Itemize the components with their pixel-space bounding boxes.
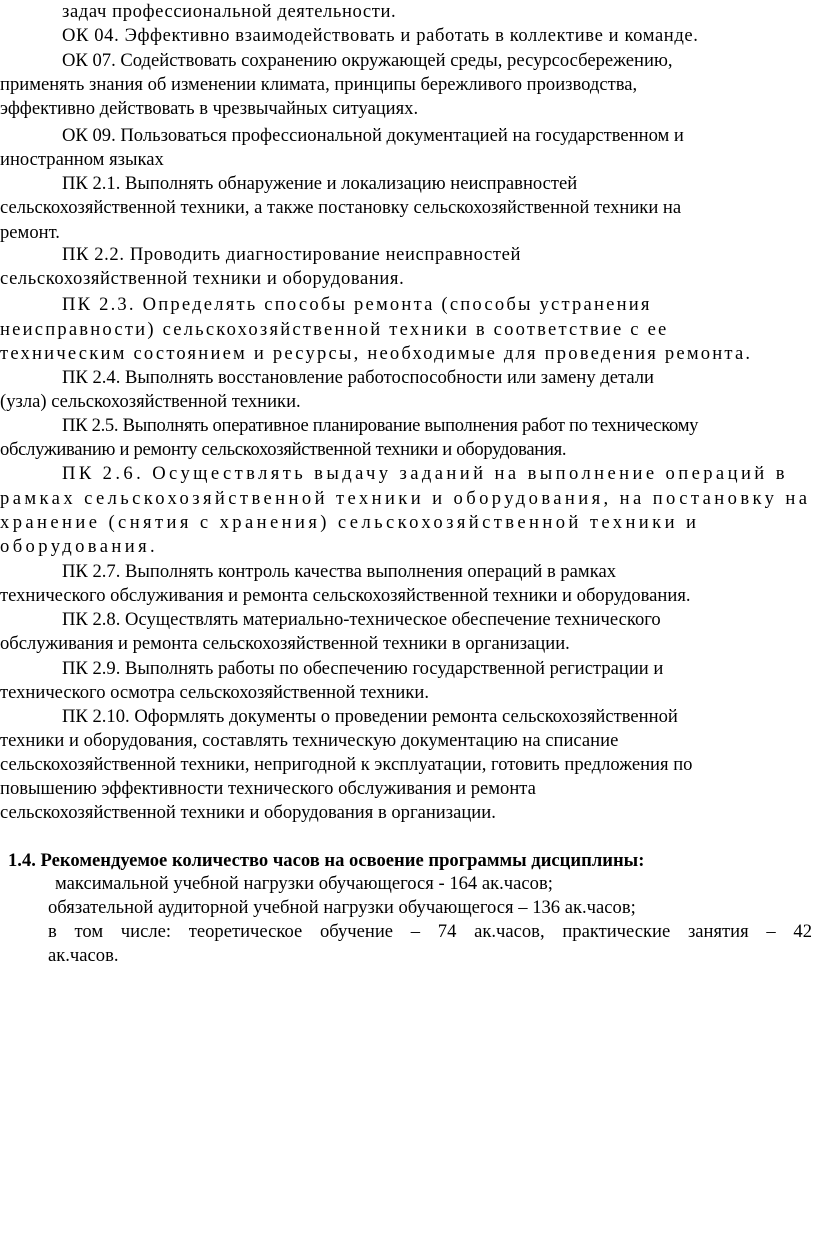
text-line: ОК 09. Пользоваться профессиональной документацией на государственном и [62, 125, 684, 146]
text-line: технического обслуживания и ремонта сельскохозяйственной техники и оборудования. [0, 585, 691, 606]
text-line: ПК 2.3. Определять способы ремонта (способы устранения [62, 294, 652, 315]
text-line: техническим состоянием и ресурсы, необходимые для проведения ремонта. [0, 343, 753, 364]
text-line: оборудования. [0, 536, 159, 557]
text-line: ПК 2.8. Осуществлять материально-техническое обеспечение технического [62, 609, 661, 630]
text-line: ПК 2.4. Выполнять восстановление работоспособности или замену детали [62, 367, 655, 388]
text-line: неисправности) сельскохозяйственной техники в соответствие с ее [0, 319, 669, 340]
text-line: ПК 2.2. Проводить диагностирование неисправностей [62, 244, 522, 265]
text-line: эффективно действовать в чрезвычайных ситуациях. [0, 98, 419, 119]
hours-line: в том числе: теоретическое обучение – 74 ак.часов, практические занятия – 42 [48, 921, 812, 942]
text-line: сельскохозяйственной техники и оборудования в организации. [0, 802, 496, 823]
hours-line: максимальной учебной нагрузки обучающегося - 164 ак.часов; [55, 873, 553, 894]
text-line: сельскохозяйственной техники, непригодной к эксплуатации, готовить предложения по [0, 754, 693, 775]
text-line: иностранном языках [0, 149, 164, 170]
text-line: технического осмотра сельскохозяйственной техники. [0, 682, 429, 703]
text-line: ПК 2.10. Оформлять документы о проведении ремонта сельскохозяйственной [62, 706, 678, 727]
text-line: сельскохозяйственной техники и оборудования. [0, 268, 405, 289]
text-line: ПК 2.5. Выполнять оперативное планирование выполнения работ по техническому [62, 415, 699, 436]
text-line: ОК 04. Эффективно взаимодействовать и работать в коллективе и команде. [62, 25, 699, 46]
text-line: ремонт. [0, 222, 60, 243]
section-heading: 1.4. Рекомендуемое количество часов на освоение программы дисциплины: [8, 850, 645, 871]
text-line: задач профессиональной деятельности. [62, 1, 397, 22]
text-line: (узла) сельскохозяйственной техники. [0, 391, 301, 412]
text-line: ОК 07. Содействовать сохранению окружающей среды, ресурсосбережению, [62, 50, 673, 71]
text-line: ПК 2.9. Выполнять работы по обеспечению государственной регистрации и [62, 658, 664, 679]
text-line: техники и оборудования, составлять техническую документацию на списание [0, 730, 619, 751]
text-line: рамках сельскохозяйственной техники и оборудования, на постановку на [0, 488, 811, 509]
text-line: ПК 2.6. Осуществлять выдачу заданий на выполнение операций в [62, 463, 788, 484]
text-line: сельскохозяйственной техники, а также постановку сельскохозяйственной техники на [0, 197, 682, 218]
text-line: применять знания об изменении климата, принципы бережливого производства, [0, 74, 638, 95]
text-line: ПК 2.7. Выполнять контроль качества выполнения операций в рамках [62, 561, 616, 582]
hours-line: обязательной аудиторной учебной нагрузки обучающегося – 136 ак.часов; [48, 897, 636, 918]
text-line: ПК 2.1. Выполнять обнаружение и локализацию неисправностей [62, 173, 578, 194]
text-line: хранение (снятия с хранения) сельскохозяйственной техники и [0, 512, 700, 533]
text-line: повышению эффективности технического обслуживания и ремонта [0, 778, 536, 799]
text-line: обслуживанию и ремонту сельскохозяйственной техники и оборудования. [0, 439, 567, 460]
hours-line: ак.часов. [48, 945, 119, 966]
text-line: обслуживания и ремонта сельскохозяйственной техники в организации. [0, 633, 570, 654]
